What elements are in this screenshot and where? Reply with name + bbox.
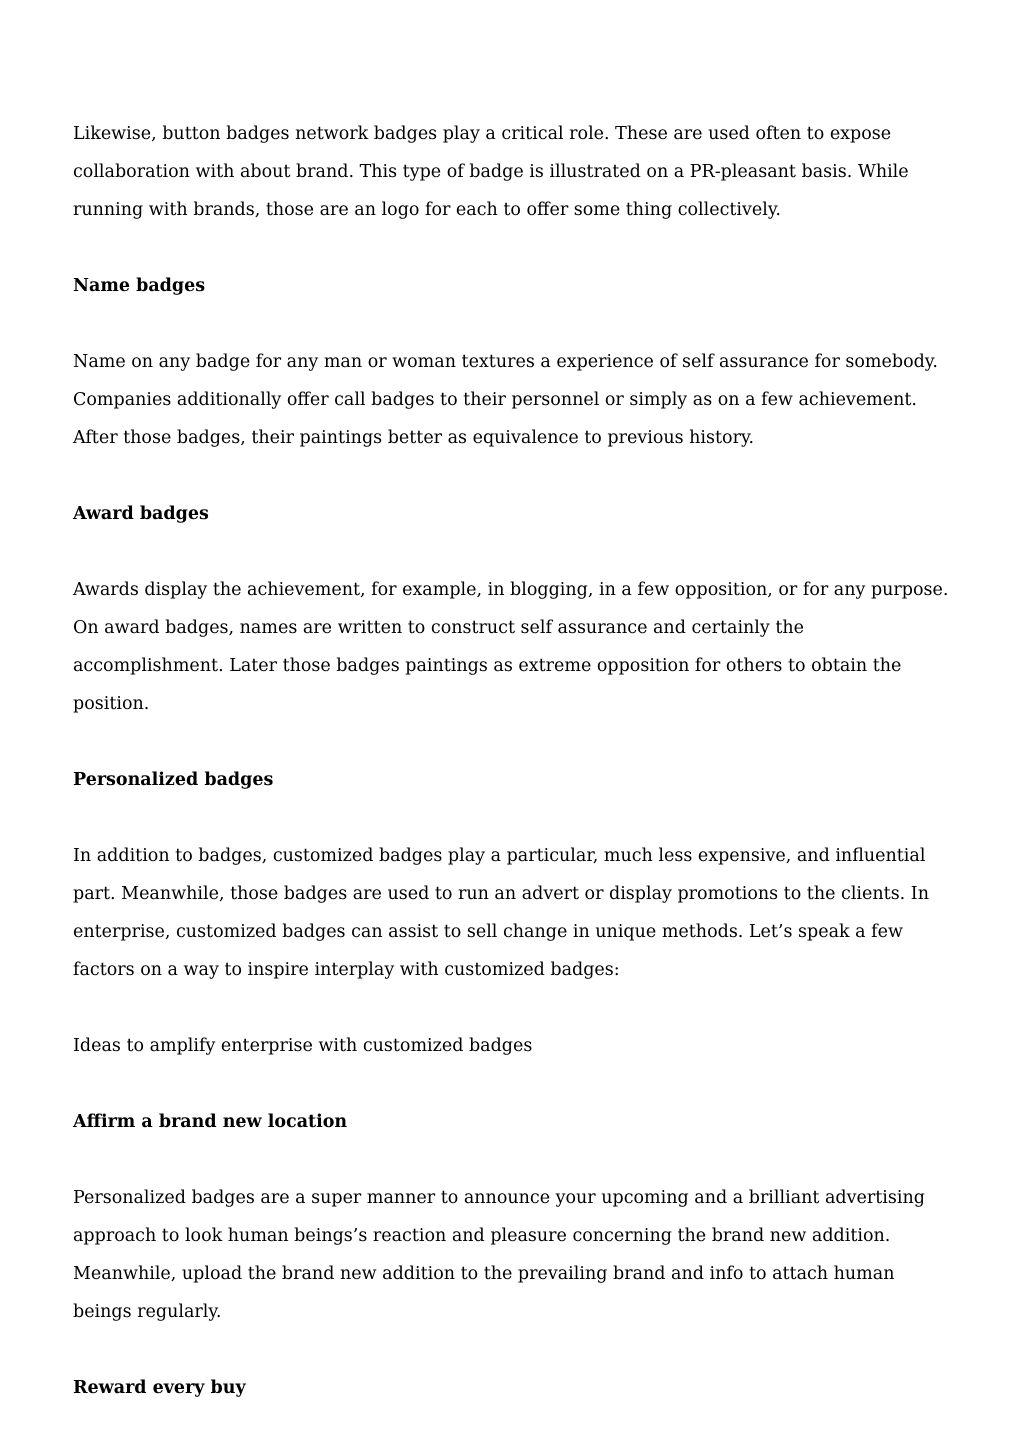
heading-reward-every-buy: Reward every buy xyxy=(73,1378,246,1398)
award-badges-paragraph: Awards display the achievement, for example, in blogging, in a few opposition, or for any purpose. On award badges, names are written to construct self assurance and certainly the accomplishment. Later those badges paintings as extreme opposition for others to obtain the position. xyxy=(73,580,949,714)
document-page xyxy=(73,115,953,1445)
affirm-location-paragraph: Personalized badges are a super manner to announce your upcoming and a brilliant advertising approach to look human beings’s reaction and pleasure concerning the brand new addition. Meanwhile, upload the brand new addition to the prevailing brand and info to attach human beings regularly. xyxy=(73,1188,925,1322)
name-badges-paragraph: Name on any badge for any man or woman textures a experience of self assurance for somebody. Companies additionally offer call badges to their personnel or simply as on a few achievement. After those badges, their paintings better as equivalence to previous history. xyxy=(73,352,938,448)
heading-affirm-location: Affirm a brand new location xyxy=(73,1112,348,1132)
heading-award-badges: Award badges xyxy=(73,504,209,524)
heading-name-badges: Name badges xyxy=(73,276,206,296)
personalized-badges-paragraph: In addition to badges, customized badges play a particular, much less expensive, and influential part. Meanwhile, those badges are used to run an advert or display promotions to the clients. In enterprise, customized badges can assist to sell change in unique methods. Let’s speak a few factors on a way to inspire interplay with customized badges: xyxy=(73,846,929,980)
ideas-paragraph: Ideas to amplify enterprise with customized badges xyxy=(73,1036,533,1056)
intro-paragraph: Likewise, button badges network badges play a critical role. These are used often to expose collaboration with about brand. This type of badge is illustrated on a PR-pleasant basis. While running with brands, those are an logo for each to offer some thing collectively. xyxy=(73,124,909,220)
heading-personalized-badges: Personalized badges xyxy=(73,770,274,790)
